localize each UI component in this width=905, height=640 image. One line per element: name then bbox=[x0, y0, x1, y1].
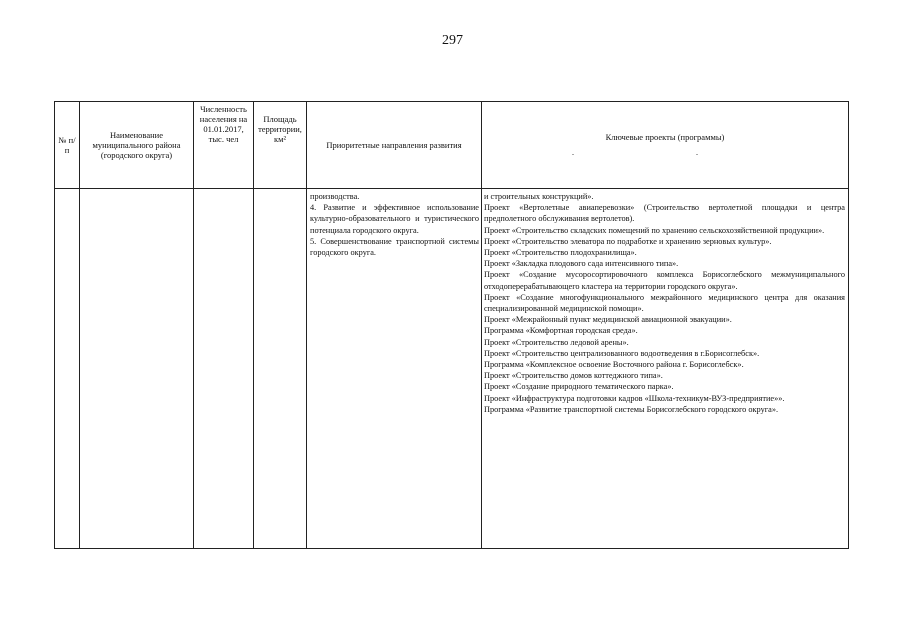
table-header-row bbox=[55, 102, 849, 189]
project-item: Проект «Создание природного тематического парка». bbox=[484, 382, 674, 392]
project-item: Программа «Развитие транспортной системы Борисоглебского городского округа». bbox=[484, 404, 779, 414]
regions-table bbox=[54, 101, 849, 549]
header-name: Наименование муниципального района (городского округа) bbox=[80, 102, 194, 189]
header-dots: . . bbox=[572, 148, 758, 157]
cell-population bbox=[194, 189, 254, 549]
project-item: Проект «Межрайонный пункт медицинской авиационной эвакуации». bbox=[484, 315, 732, 325]
table-row bbox=[55, 189, 849, 549]
direction-item: 5. Совершенствование транспортной системы городского округа. bbox=[310, 236, 479, 258]
cell-projects bbox=[482, 189, 849, 549]
project-item: Проект «Инфраструктура подготовки кадров «Школа-техникум-ВУЗ-предприятие»». bbox=[484, 393, 785, 403]
cell-area bbox=[254, 189, 307, 549]
direction-item: 4. Развитие и эффективное использование культурно-образовательного и туристического потенциала городского округа. bbox=[310, 203, 479, 235]
header-projects: Ключевые проекты (программы) . . bbox=[482, 102, 849, 189]
header-num: № п/п bbox=[55, 102, 80, 189]
header-population: Численность населения на 01.01.2017, тыс. чел bbox=[194, 102, 254, 189]
project-item: Проект «Закладка плодового сада интенсивного типа». bbox=[484, 259, 679, 269]
cell-directions bbox=[307, 189, 482, 549]
project-item: Программа «Комфортная городская среда». bbox=[484, 326, 638, 336]
header-directions: Приоритетные направления развития bbox=[307, 102, 482, 189]
project-item: Проект «Создание многофункционального межрайонного медицинского центра для оказания специализированной медицинской помощи». bbox=[484, 292, 845, 314]
project-item: Проект «Создание мусоросортировочного комплекса Борисоглебского межмуниципального отходоперерабатывающего кластера на территории городского округа». bbox=[484, 270, 845, 291]
cell-num bbox=[55, 189, 80, 549]
project-item: Проект «Строительство плодохранилища». bbox=[484, 248, 637, 258]
project-item: Программа «Комплексное освоение Восточного района г. Борисоглебск». bbox=[484, 360, 744, 370]
project-item: Проект «Строительство централизованного водоотведения в г.Борисоглебск». bbox=[484, 348, 760, 358]
project-item: и строительных конструкций». bbox=[484, 192, 594, 201]
project-item: Проект «Строительство домов коттеджного типа». bbox=[484, 371, 663, 381]
direction-item: производства. bbox=[310, 192, 360, 201]
page-number: 297 bbox=[442, 33, 463, 48]
project-item: Проект «Строительство ледовой арены». bbox=[484, 337, 629, 347]
project-item: Проект «Вертолетные авиаперевозки» (Строительство вертолетной площадки и центра предполетного обслуживания вертолетов). bbox=[484, 203, 845, 224]
project-item: Проект «Строительство складских помещений по хранению сельскохозяйственной продукции». bbox=[484, 225, 825, 235]
cell-name bbox=[80, 189, 194, 549]
header-area: Площадь территории, км² bbox=[254, 102, 307, 189]
project-item: Проект «Строительство элеватора по подработке и хранению зерновых культур». bbox=[484, 236, 772, 246]
